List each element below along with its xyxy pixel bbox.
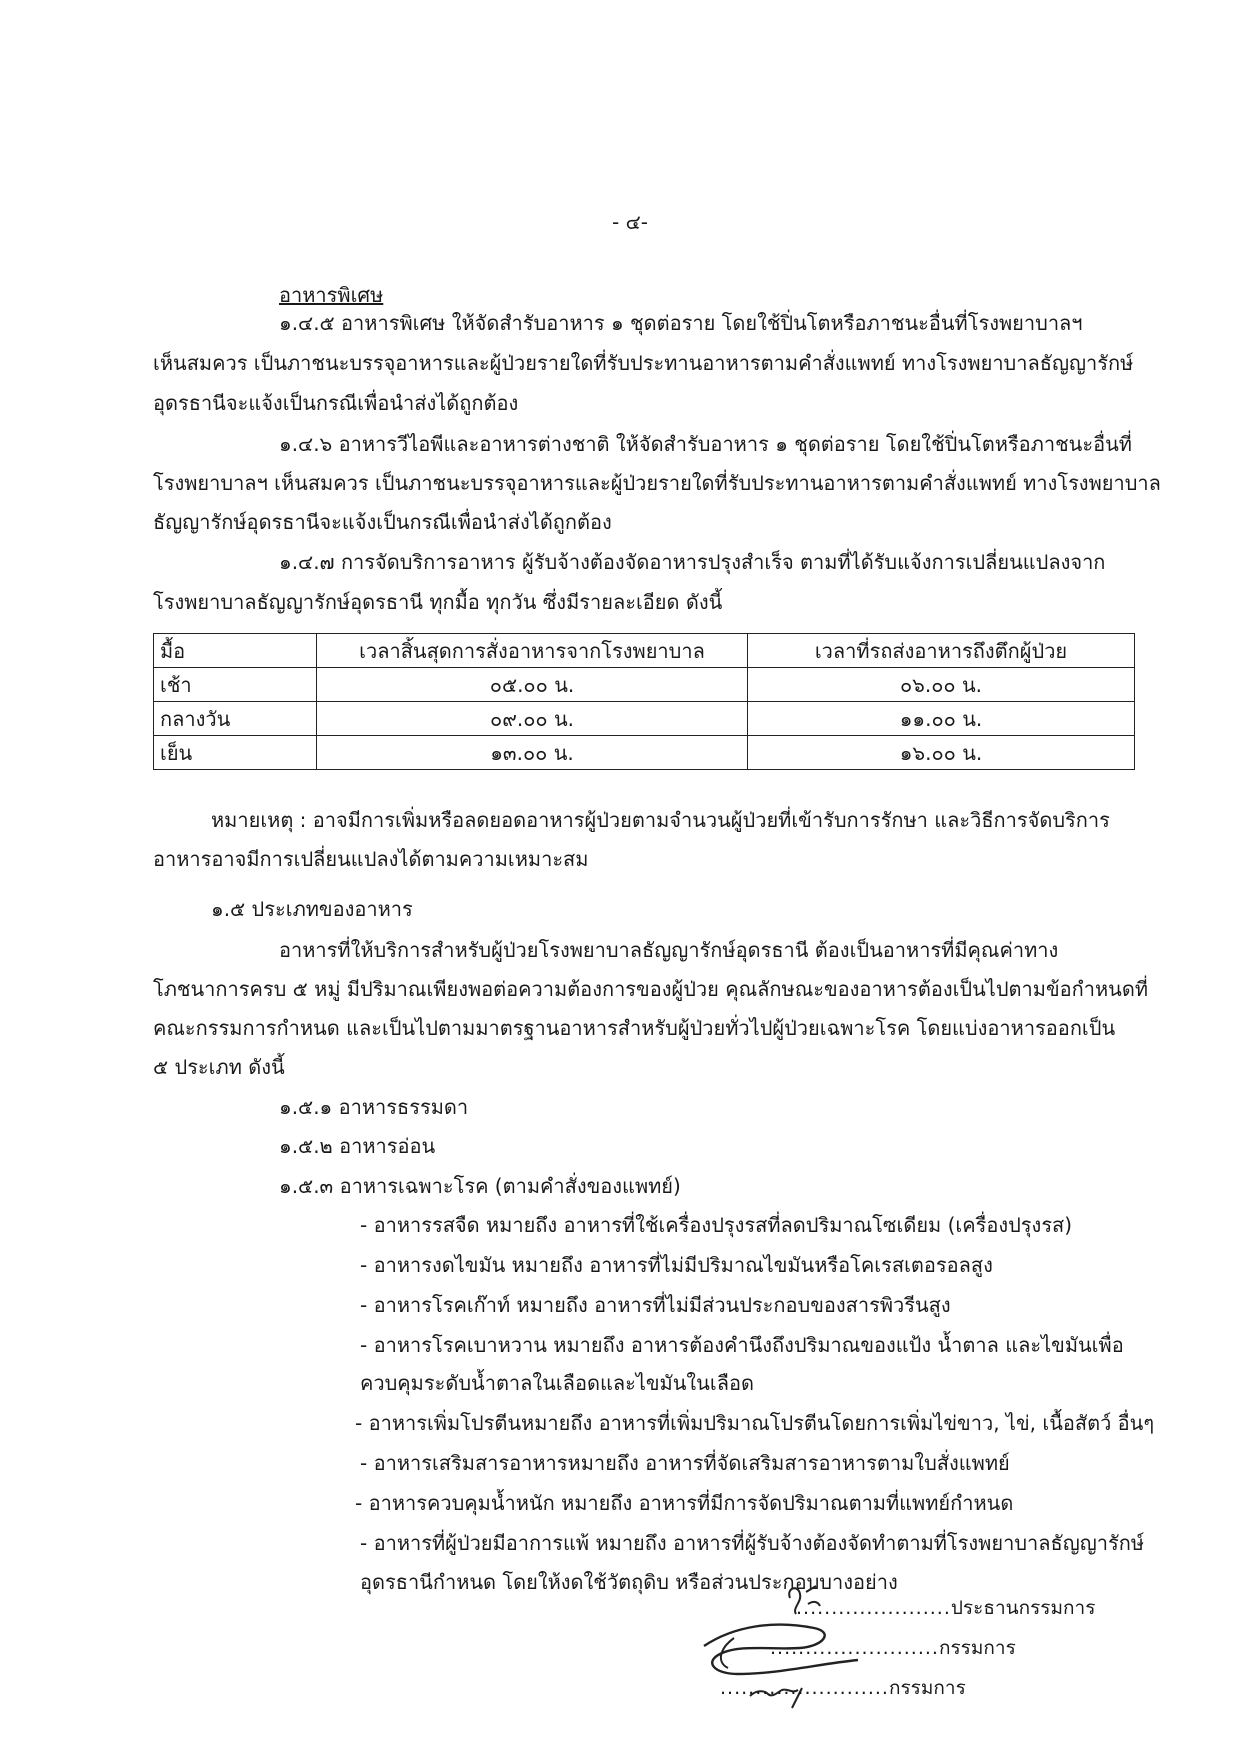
order-deadline-cell: ๑๓.๐๐ น. [317, 736, 748, 770]
sub-item-allergy-line2: อุดรธานีกำหนด โดยให้งดใช้วัตถุดิบ หรือส่วนประกอบบางอย่าง [360, 1570, 898, 1594]
member2-signature-line [720, 1673, 966, 1703]
sub-item-low-salt: - อาหารรสจืด หมายถึง อาหารที่ใช้เครื่องปรุงรสที่ลดปริมาณโซเดียม (เครื่องปรุงรส) [360, 1213, 1073, 1237]
delivery-time-cell: ๐๖.๐๐ น. [748, 668, 1135, 702]
header-order-deadline: เวลาสิ้นสุดการสั่งอาหารจากโรงพยาบาล [317, 634, 748, 668]
food-types-para-line1: อาหารที่ให้บริการสำหรับผู้ป่วยโรงพยาบาลธัญญารักษ์อุดรธานี ต้องเป็นอาหารที่มีคุณค่าทาง [279, 938, 1059, 962]
sub-item-weight-control: - อาหารควบคุมน้ำหนัก หมายถึง อาหารที่มีการจัดปริมาณตามที่แพทย์กำหนด [355, 1491, 1014, 1515]
header-meal: มื้อ [154, 634, 317, 668]
meal-schedule-table [153, 633, 1135, 770]
item-151: ๑.๕.๑ อาหารธรรมดา [279, 1095, 469, 1119]
sub-item-supplement: - อาหารเสริมสารอาหารหมายถึง อาหารที่จัดเสริมสารอาหารตามใบสั่งแพทย์ [360, 1451, 1010, 1475]
table-header-row [154, 634, 1135, 668]
item-146-line2: โรงพยาบาลฯ เห็นสมควร เป็นภาชนะบรรจุอาหารและผู้ป่วยรายใดที่รับประทานอาหารตามคำสั่งแพทย์ ทางโรงพยาบาล [153, 471, 1161, 495]
meal-cell: เช้า [154, 668, 317, 702]
item-145-line2: เห็นสมควร เป็นภาชนะบรรจุอาหารและผู้ป่วยรายใดที่รับประทานอาหารตามคำสั่งแพทย์ ทางโรงพยาบาลธัญญารักษ์ [153, 351, 1134, 375]
chair-signature-line [796, 1593, 1095, 1623]
member2-title: กรรมการ [888, 1677, 966, 1699]
item-145-line1: ๑.๔.๕ อาหารพิเศษ ให้จัดสำรับอาหาร ๑ ชุดต่อราย โดยใช้ปิ่นโตหรือภาชนะอื่นที่โรงพยาบาลฯ [279, 311, 1083, 335]
food-types-heading: ๑.๕ ประเภทของอาหาร [211, 897, 413, 921]
member1-title: กรรมการ [938, 1637, 1016, 1659]
item-147-line2: โรงพยาบาลธัญญารักษ์อุดรธานี ทุกมื้อ ทุกวัน ซึ่งมีรายละเอียด ดังนี้ [153, 590, 723, 614]
order-deadline-cell: ๐๕.๐๐ น. [317, 668, 748, 702]
item-152: ๑.๕.๒ อาหารอ่อน [279, 1134, 436, 1158]
meal-cell: กลางวัน [154, 702, 317, 736]
table-row [154, 702, 1135, 736]
food-types-para-line4: ๕ ประเภท ดังนี้ [153, 1055, 285, 1079]
sub-item-high-protein: - อาหารเพิ่มโปรตีนหมายถึง อาหารที่เพิ่มปริมาณโปรตีนโดยการเพิ่มไข่ขาว, ไข่, เนื้อสัตว์ อื่นๆ [355, 1411, 1155, 1435]
signature-dots: ........................ [770, 1637, 939, 1659]
sub-item-low-fat: - อาหารงดไขมัน หมายถึง อาหารที่ไม่มีปริมาณไขมันหรือโคเรสเตอรอลสูง [360, 1253, 993, 1277]
item-147-line1: ๑.๔.๗ การจัดบริการอาหาร ผู้รับจ้างต้องจัดอาหารปรุงสำเร็จ ตามที่ได้รับแจ้งการเปลี่ยนแปลงจาก [279, 550, 1106, 574]
food-types-para-line2: โภชนาการครบ ๕ หมู่ มีปริมาณเพียงพอต่อความต้องการของผู้ป่วย คุณลักษณะของอาหารต้องเป็นไปตามข้อกำหนดที่ [153, 977, 1149, 1001]
order-deadline-cell: ๐๙.๐๐ น. [317, 702, 748, 736]
sub-item-gout: - อาหารโรคเก๊าท์ หมายถึง อาหารที่ไม่มีส่วนประกอบของสารพิวรีนสูง [360, 1293, 951, 1317]
sub-item-diabetes-line2: ควบคุมระดับน้ำตาลในเลือดและไขมันในเลือด [360, 1371, 754, 1395]
signature-dots: ........................ [720, 1677, 889, 1699]
meal-cell: เย็น [154, 736, 317, 770]
signature-dots: ...................... [796, 1597, 951, 1619]
item-146-line3: ธัญญารักษ์อุดรธานีจะแจ้งเป็นกรณีเพื่อนำส่งได้ถูกต้อง [153, 510, 612, 534]
note-line1: หมายเหตุ : อาจมีการเพิ่มหรือลดยอดอาหารผู้ป่วยตามจำนวนผู้ป่วยที่เข้ารับการรักษา และวิธีการจัดบริการ [211, 808, 1110, 832]
member1-signature-line [770, 1633, 1016, 1663]
delivery-time-cell: ๑๑.๐๐ น. [748, 702, 1135, 736]
header-delivery-time: เวลาที่รถส่งอาหารถึงตึกผู้ป่วย [748, 634, 1135, 668]
special-food-heading: อาหารพิเศษ [279, 283, 384, 307]
item-145-line3: อุดรธานีจะแจ้งเป็นกรณีเพื่อนำส่งได้ถูกต้อง [153, 391, 519, 415]
table-row [154, 736, 1135, 770]
sub-item-allergy-line1: - อาหารที่ผู้ป่วยมีอาการแพ้ หมายถึง อาหารที่ผู้รับจ้างต้องจัดทำตามที่โรงพยาบาลธัญญารักษ์ [360, 1531, 1145, 1555]
item-146-line1: ๑.๔.๖ อาหารวีไอพีและอาหารต่างชาติ ให้จัดสำรับอาหาร ๑ ชุดต่อราย โดยใช้ปิ่นโตหรือภาชนะอื่นที่ [279, 432, 1132, 456]
food-types-para-line3: คณะกรรมการกำหนด และเป็นไปตามมาตรฐานอาหารสำหรับผู้ป่วยทั่วไปผู้ป่วยเฉพาะโรค โดยแบ่งอาหารออกเป็น [153, 1016, 1116, 1040]
delivery-time-cell: ๑๖.๐๐ น. [748, 736, 1135, 770]
page-number: - ๔- [612, 210, 648, 234]
table-row [154, 668, 1135, 702]
sub-item-diabetes-line1: - อาหารโรคเบาหวาน หมายถึง อาหารต้องคำนึงถึงปริมาณของแป้ง น้ำตาล และไขมันเพื่อ [360, 1333, 1124, 1357]
note-line2: อาหารอาจมีการเปลี่ยนแปลงได้ตามความเหมาะสม [153, 847, 589, 871]
item-153: ๑.๕.๓ อาหารเฉพาะโรค (ตามคำสั่งของแพทย์) [279, 1174, 681, 1198]
chair-title: ประธานกรรมการ [950, 1597, 1096, 1619]
